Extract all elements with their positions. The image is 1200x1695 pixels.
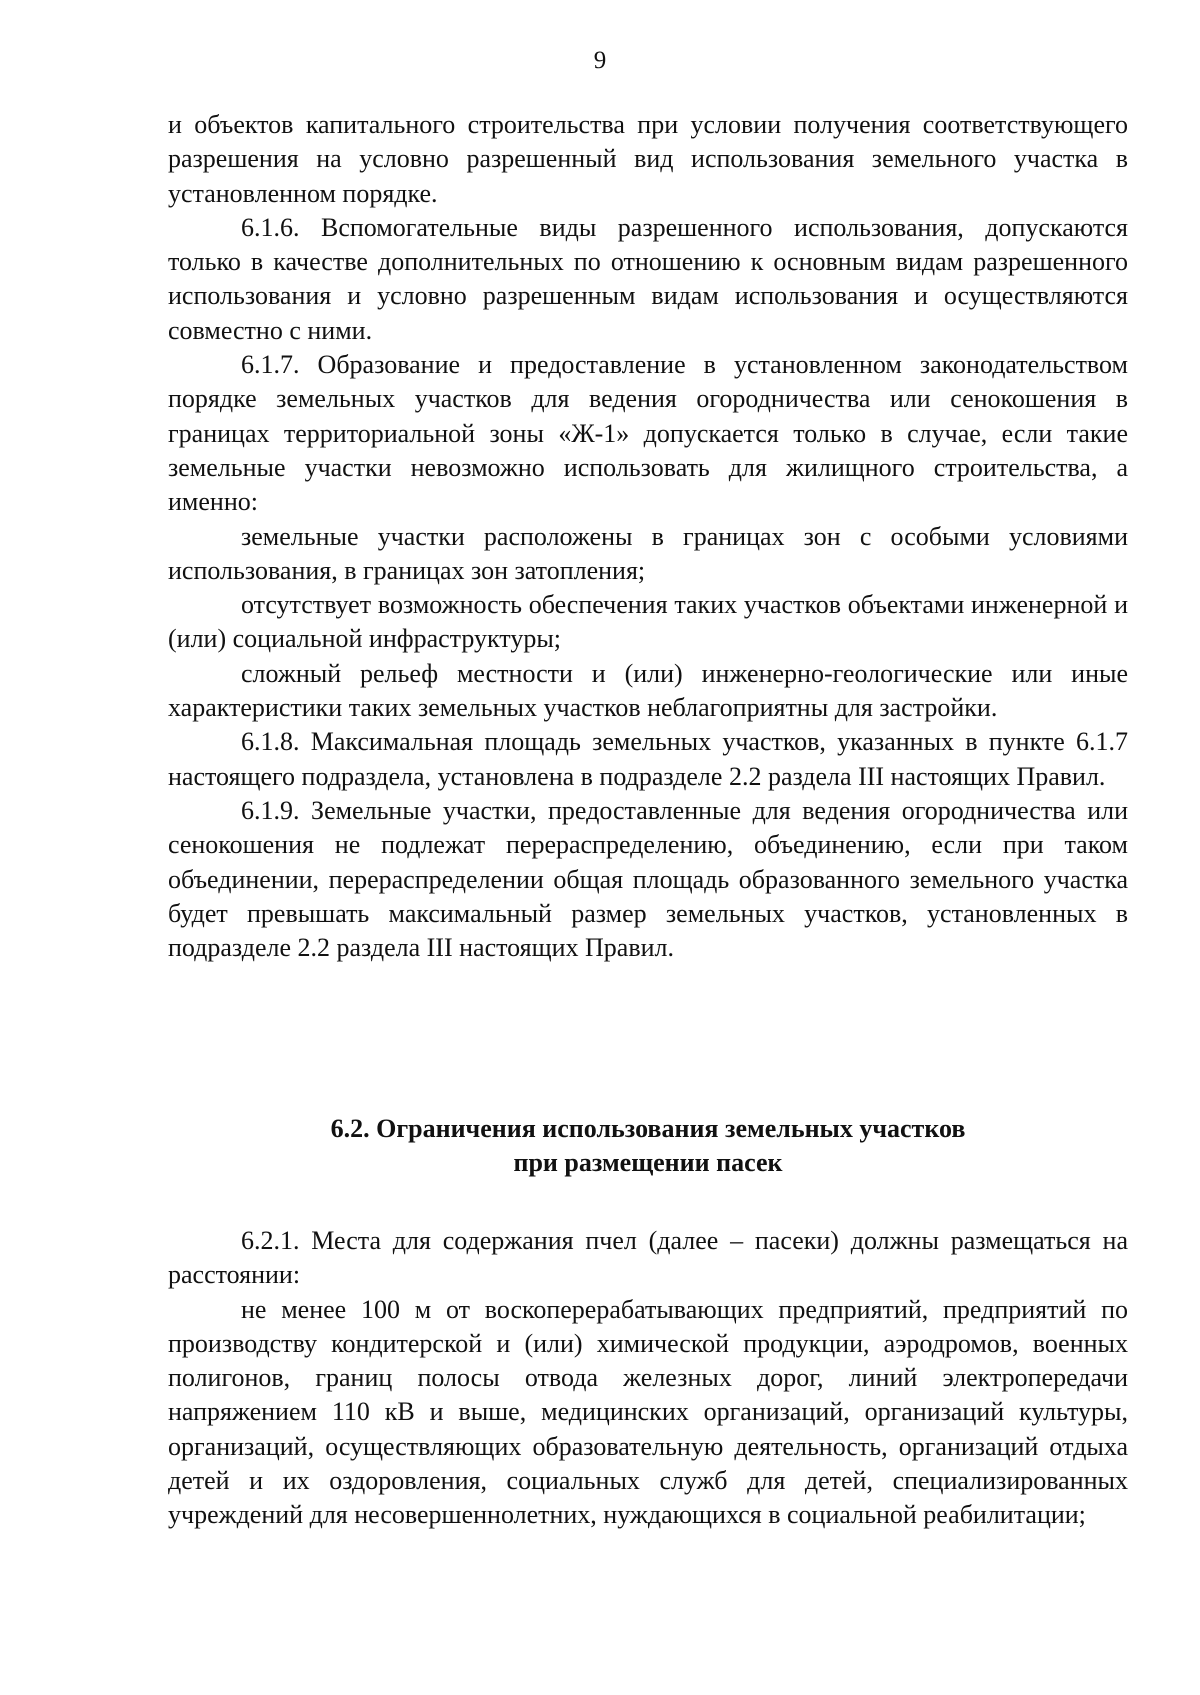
paragraph-6-1-8: 6.1.8. Максимальная площадь земельных участков, указанных в пункте 6.1.7 настоящего подраздела, установлена в подразделе 2.2 раздела III настоящих Правил.: [168, 727, 1128, 791]
paragraph-6-1-6: 6.1.6. Вспомогательные виды разрешенного использования, допускаются только в качестве дополнительных по отношению к основным видам разрешенного использования и условно разрешенным видам использования и осуществляются совместно с ними.: [168, 212, 1128, 345]
paragraph-flood-zones: земельные участки расположены в границах зон с особыми условиями использования, в границах зон затопления;: [168, 521, 1128, 585]
section-heading-line1: 6.2. Ограничения использования земельных участков: [330, 1114, 966, 1143]
paragraph-distance-100m: не менее 100 м от воскоперерабатывающих предприятий, предприятий по производству кондитерской и (или) химической продукции, аэродромов, военных полигонов, границ полосы отвода железных дорог, линий электропередачи напряжением 110 кВ и выше, медицинских организаций, организаций культуры, организаций, осуществляющих образовательную деятельность, организаций отдыха детей и их оздоровления, социальных служб для детей, специализированных учреждений для несовершеннолетних, нуждающихся в социальной реабилитации;: [168, 1294, 1128, 1530]
section-heading: [168, 1112, 1128, 1180]
paragraph-continuation: и объектов капитального строительства при условии получения соответствующего разрешения на условно разрешенный вид использования земельного участка в установленном порядке.: [168, 110, 1128, 208]
section-text: [168, 1224, 1128, 1533]
paragraph-6-2-1: 6.2.1. Места для содержания пчел (далее – пасеки) должны размещаться на расстоянии:: [168, 1226, 1128, 1290]
paragraph-terrain: сложный рельеф местности и (или) инженерно-геологические или иные характеристики таких земельных участков неблагоприятны для застройки.: [168, 658, 1128, 723]
paragraph-infrastructure: отсутствует возможность обеспечения таких участков объектами инженерной и (или) социальной инфраструктуры;: [168, 590, 1128, 654]
body-text: [168, 108, 1128, 965]
section-heading-line2: при размещении пасек: [513, 1148, 783, 1177]
paragraph-6-1-7: 6.1.7. Образование и предоставление в установленном законодательством порядке земельных участков для ведения огородничества или сенокошения в границах территориальной зоны «Ж-1» допускается только в случае, если такие земельные участки невозможно использовать для жилищного строительства, а именно:: [168, 350, 1128, 517]
page-number: 9: [593, 47, 607, 74]
paragraph-6-1-9: 6.1.9. Земельные участки, предоставленные для ведения огородничества или сенокошения не подлежат перераспределению, объединению, если при таком объединении, перераспределении общая площадь образованного земельного участка будет превышать максимальный размер земельных участков, установленных в подразделе 2.2 раздела III настоящих Правил.: [168, 795, 1128, 963]
